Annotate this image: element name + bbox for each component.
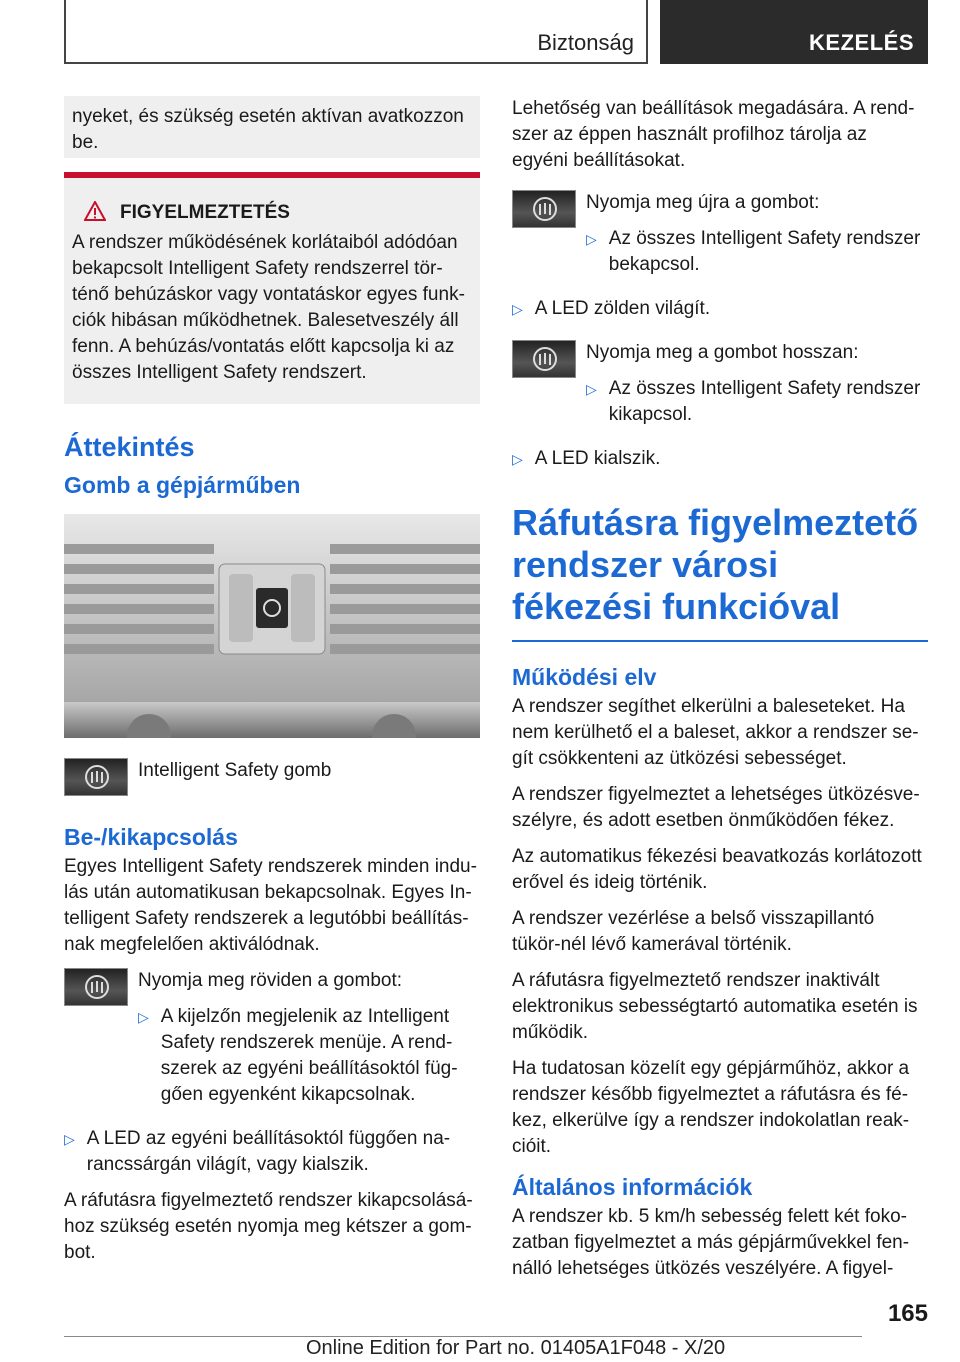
button-caption-row	[64, 758, 480, 796]
header-section	[64, 0, 648, 64]
paragraph: Az automatikus fékezési beavatkozás korlátozott erővel és ideig történik.	[512, 846, 922, 893]
triangle-bullet-icon: ▷	[138, 1009, 149, 1025]
section-title: Biztonság	[537, 30, 634, 55]
triangle-bullet-icon: ▷	[512, 301, 523, 317]
header-chapter	[660, 0, 928, 64]
bullet-text: Az összes Intelligent Safety rendszer bekapcsol.	[608, 228, 921, 275]
settings-text: Lehetőség van beállítások megadására. A rend-szer az éppen használt profilhoz tárolja az egyéni beállításokat.	[512, 98, 915, 171]
bullet-text: A kijelzőn megjelenik az Intelligent Safety rendszerek menüje. A rend-szerek az egyéni beállításoktól füg-gően egyenként kikapcsolnak.	[160, 1006, 458, 1105]
press-again-row	[512, 190, 928, 288]
intelligent-safety-button-icon	[64, 758, 128, 796]
intelligent-safety-button-icon	[512, 340, 576, 378]
press-long-row	[512, 340, 928, 438]
intelligent-safety-button-icon	[512, 190, 576, 228]
button-caption: Intelligent Safety gomb	[138, 760, 332, 781]
bullet-item	[512, 296, 928, 322]
deactivate-text: A ráfutásra figyelmeztető rendszer kikapcsolásá-hoz szükség esetén nyomja meg kétszer a gom-bot.	[64, 1190, 473, 1263]
paragraph: A rendszer figyelmeztet a lehetséges ütközésve-szélyre, és adott esetben önműködően fékez.	[512, 784, 920, 831]
triangle-bullet-icon: ▷	[64, 1131, 75, 1147]
bullet-text: Az összes Intelligent Safety rendszer kikapcsol.	[608, 378, 921, 425]
intelligent-safety-button-icon	[64, 968, 128, 1006]
edition-text: Online Edition for Part no. 01405A1F048 - X/20	[306, 1337, 726, 1359]
heading-principle: Működési elv	[512, 664, 657, 690]
bullet-item	[586, 376, 928, 428]
bullet-text: A LED zölden világít.	[534, 298, 711, 319]
left-column	[64, 96, 480, 1276]
bullet-text: A LED kialszik.	[534, 448, 661, 469]
paragraph: A rendszer kb. 5 km/h sebesség felett két foko-zatban figyelmeztet a más gépjárművekkel fen-nálló lehetséges ütközés veszélyére. A figyel-	[512, 1206, 910, 1279]
right-column	[512, 96, 928, 1292]
heading-overview: Áttekintés	[64, 432, 195, 462]
paragraph: A rendszer vezérlése a belső visszapillantó tükör-nél lévő kamerával történik.	[512, 908, 875, 955]
warning-text: A rendszer működésének korlátaiból adódóan bekapcsolt Intelligent Safety rendszerrel tör-ténő behúzáskor vagy vontatáskor egyes funk-ciók hibásan működhetnek. Balesetveszély áll fenn. A behúzás/vontatás előtt kapcsolja ki az összes Intelligent Safety rendszert.	[72, 232, 465, 383]
heading-button: Gomb a gépjárműben	[64, 472, 301, 498]
warning-title: FIGYELMEZTETÉS	[120, 202, 290, 223]
dashboard-photo	[64, 514, 480, 738]
paragraph: A rendszer segíthet elkerülni a baleseteket. Ha nem kerülhető el a baleset, akkor a rendszer se-gít csökkenteni az ütközési sebességet.	[512, 696, 919, 769]
warning-triangle-icon	[84, 201, 106, 221]
chapter-title: KEZELÉS	[809, 30, 914, 55]
warning-box	[64, 178, 480, 404]
press-long-text: Nyomja meg a gombot hosszan:	[586, 342, 859, 363]
heading-onoff: Be-/kikapcsolás	[64, 824, 238, 850]
triangle-bullet-icon: ▷	[512, 451, 523, 467]
bullet-item	[586, 226, 928, 278]
triangle-bullet-icon: ▷	[586, 231, 597, 247]
press-again-content	[586, 190, 928, 288]
warning-header	[72, 200, 472, 226]
bullet-item	[512, 446, 928, 472]
press-long-content	[586, 340, 928, 438]
page-header	[64, 0, 928, 64]
paragraph: Ha tudatosan közelít egy gépjárműhöz, akkor a rendszer később figyelmeztet a ráfutásra és fé-kez, elkerülve így a rendszer indokolatlan reak-cióit.	[512, 1058, 910, 1157]
triangle-bullet-icon: ▷	[586, 381, 597, 397]
paragraph: A ráfutásra figyelmeztető rendszer inaktivált elektronikus sebességtartó automatika esetén is működik.	[512, 970, 918, 1043]
bullet-text: A LED az egyéni beállításoktól függően na-rancssárgán világít, vagy kialszik.	[86, 1128, 451, 1175]
press-short-row	[64, 968, 480, 1118]
continued-box	[64, 96, 480, 158]
onoff-text: Egyes Intelligent Safety rendszerek minden indu-lás után automatikusan bekapcsolnak. Egyes In-telligent Safety rendszerek a legutóbbi beállítás-nak megfelelően aktiválódnak.	[64, 856, 477, 955]
heading-general: Általános információk	[512, 1174, 753, 1200]
press-again-text: Nyomja meg újra a gombot:	[586, 192, 820, 213]
heading-main: Ráfutásra figyelmeztető rendszer városi fékezési funkcióval	[512, 502, 928, 642]
press-short-text: Nyomja meg röviden a gombot:	[138, 970, 403, 991]
continued-text: nyeket, és szükség esetén aktívan avatkozzon be.	[72, 106, 464, 153]
bullet-item	[64, 1126, 480, 1178]
dashboard-illustration	[64, 514, 480, 738]
press-short-content	[138, 968, 480, 1118]
bullet-item	[138, 1004, 480, 1108]
page-number: 165	[887, 1300, 928, 1327]
